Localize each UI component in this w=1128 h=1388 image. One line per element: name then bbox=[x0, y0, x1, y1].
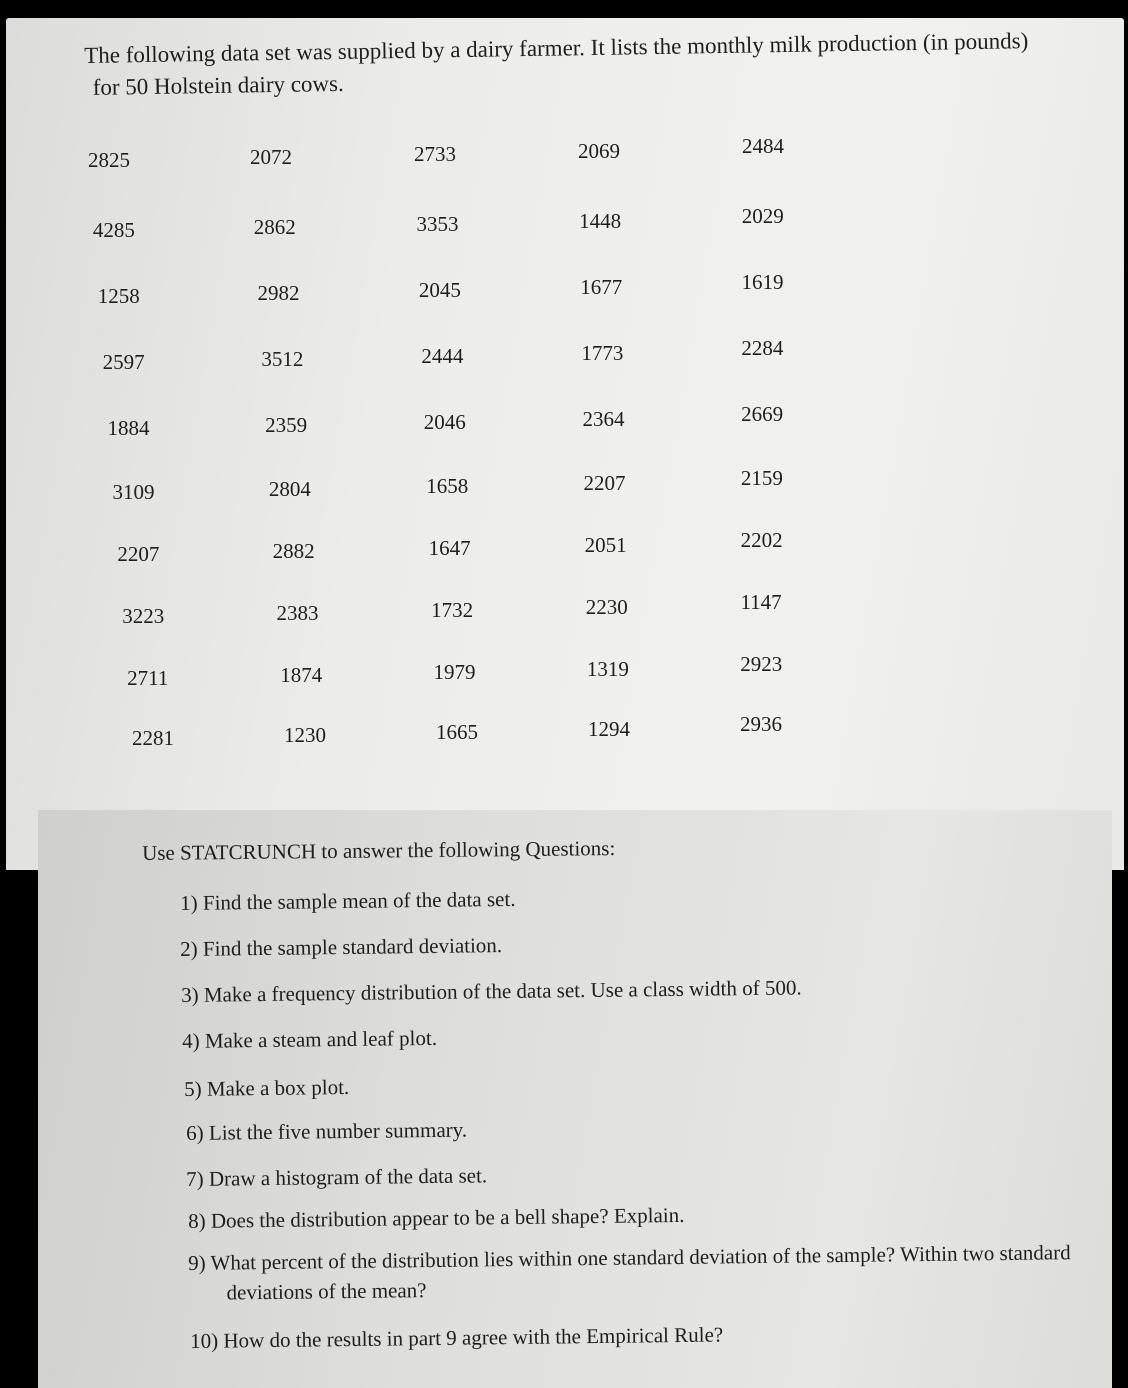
questions-prompt: Use STATCRUNCH to answer the following Questions: bbox=[142, 836, 616, 865]
data-cell: 2072 bbox=[250, 145, 292, 169]
data-cell: 2159 bbox=[740, 466, 783, 490]
data-cell: 1647 bbox=[428, 536, 471, 560]
data-cell: 1147 bbox=[740, 590, 782, 614]
data-cell: 1658 bbox=[426, 474, 469, 498]
data-cell: 1665 bbox=[436, 720, 478, 744]
question-item: 7) Draw a histogram of the data set. bbox=[186, 1163, 488, 1191]
data-cell: 1979 bbox=[433, 660, 476, 684]
question-item: 1) Find the sample mean of the data set. bbox=[180, 886, 516, 915]
data-cell: 2484 bbox=[742, 134, 784, 158]
question-item: 10) How do the results in part 9 agree with the Empirical Rule? bbox=[190, 1322, 724, 1353]
data-cell: 2882 bbox=[272, 539, 315, 563]
data-cell: 2936 bbox=[740, 712, 782, 736]
data-cell: 2069 bbox=[578, 139, 620, 163]
data-cell: 1874 bbox=[280, 663, 323, 687]
data-cell: 2383 bbox=[276, 601, 319, 625]
intro-line-1: The following data set was supplied by a dairy farmer. It lists the monthly milk production (in pounds) bbox=[84, 28, 1029, 68]
data-cell: 1294 bbox=[588, 717, 630, 741]
data-cell: 2029 bbox=[741, 204, 784, 228]
data-cell: 2733 bbox=[414, 142, 456, 166]
data-cell: 1732 bbox=[431, 598, 474, 622]
data-cell: 1773 bbox=[581, 341, 624, 365]
data-cell: 2284 bbox=[741, 336, 784, 360]
data-cell: 3353 bbox=[416, 212, 459, 236]
data-cell: 2982 bbox=[257, 281, 300, 305]
question-item: 6) List the five number summary. bbox=[186, 1117, 468, 1145]
data-cell: 2046 bbox=[423, 410, 466, 434]
data-cell: 3223 bbox=[122, 604, 165, 628]
data-cell: 2359 bbox=[265, 413, 308, 437]
question-item: 2) Find the sample standard deviation. bbox=[180, 933, 503, 961]
data-cell: 1677 bbox=[580, 275, 623, 299]
question-item: 9) What percent of the distribution lies within one standard deviation of the sample? Within two standard deviations of the mean? bbox=[188, 1240, 1071, 1305]
data-cell: 2230 bbox=[585, 595, 628, 619]
question-item: 5) Make a box plot. bbox=[184, 1074, 350, 1101]
data-cell: 2051 bbox=[584, 533, 627, 557]
data-cell: 2207 bbox=[117, 542, 160, 566]
data-cell: 2711 bbox=[127, 666, 169, 690]
data-cell: 2281 bbox=[132, 726, 174, 750]
data-cell: 2202 bbox=[740, 528, 783, 552]
data-cell: 2207 bbox=[583, 471, 626, 495]
data-cell: 2045 bbox=[418, 278, 461, 302]
data-cell: 1258 bbox=[97, 284, 140, 308]
data-cell: 2669 bbox=[741, 402, 784, 426]
data-cell: 1619 bbox=[741, 270, 784, 294]
data-cell: 3512 bbox=[261, 347, 304, 371]
question-item: 8) Does the distribution appear to be a bell shape? Explain. bbox=[188, 1202, 685, 1233]
data-cell: 1319 bbox=[586, 657, 629, 681]
data-cell: 4285 bbox=[92, 218, 135, 242]
data-cell: 2862 bbox=[253, 215, 296, 239]
intro-line-2: for 50 Holstein dairy cows. bbox=[92, 70, 344, 100]
data-cell: 2923 bbox=[740, 652, 783, 676]
data-cell: 3109 bbox=[112, 480, 155, 504]
data-cell: 2364 bbox=[582, 407, 625, 431]
data-cell: 1884 bbox=[107, 416, 150, 440]
data-cell: 2804 bbox=[268, 477, 311, 501]
data-cell: 1230 bbox=[284, 723, 326, 747]
data-cell: 2444 bbox=[421, 344, 464, 368]
data-cell: 2597 bbox=[102, 350, 145, 374]
question-item: 3) Make a frequency distribution of the data set. Use a class width of 500. bbox=[181, 975, 802, 1007]
data-cell: 2825 bbox=[88, 148, 130, 172]
question-item: 4) Make a steam and leaf plot. bbox=[182, 1025, 438, 1053]
data-cell: 1448 bbox=[579, 209, 622, 233]
